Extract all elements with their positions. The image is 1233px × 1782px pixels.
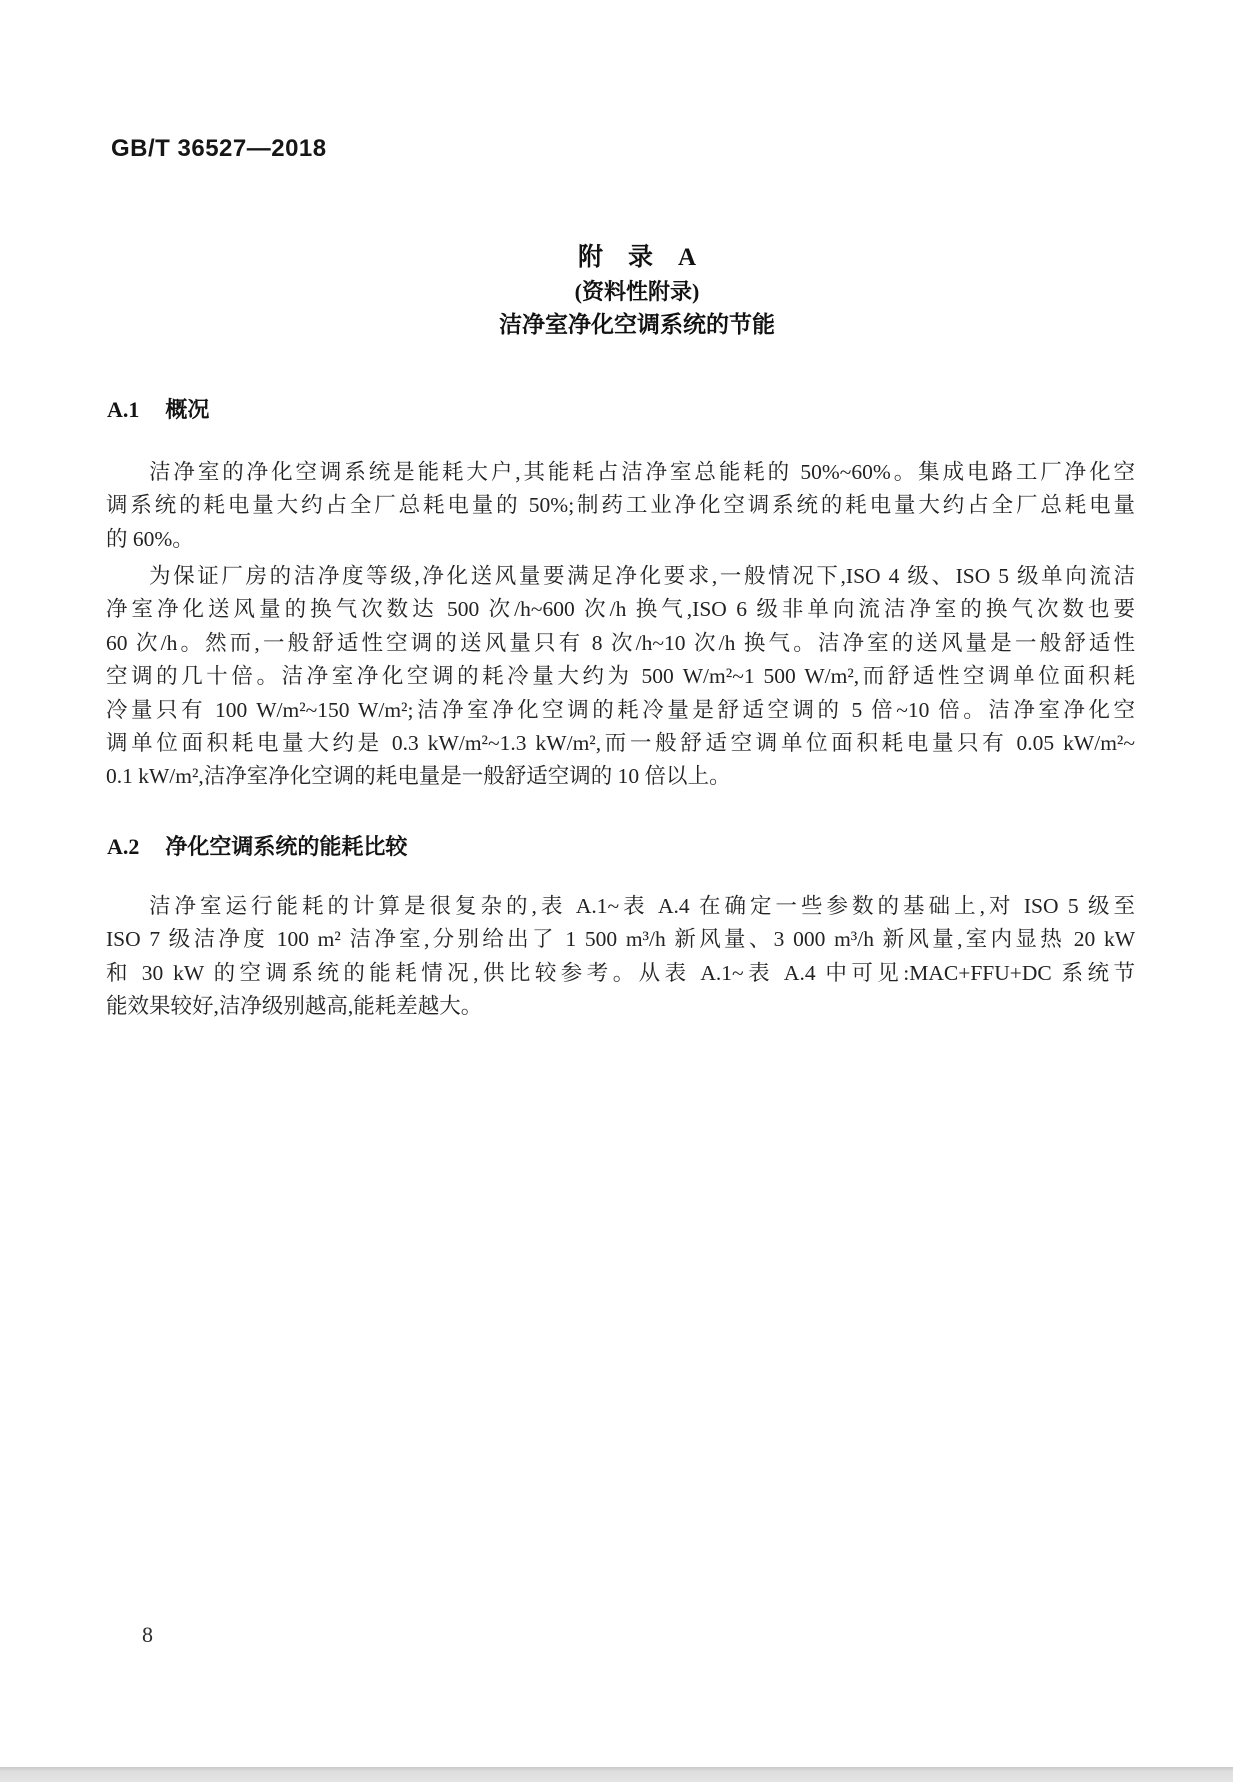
text-line: 空调的几十倍。洁净室净化空调的耗冷量大约为 500 W/m²~1 500 W/m²,而舒适性空调单位面积耗 [106, 664, 1135, 689]
section-heading-a2 [107, 832, 407, 862]
appendix-title-block [0, 241, 1233, 342]
text-line: 净室净化送风量的换气次数达 500 次/h~600 次/h 换气,ISO 6 级非单向流洁净室的换气次数也要 [106, 597, 1135, 622]
paragraph-a1-2 [106, 560, 1135, 794]
section-title: 概况 [165, 397, 210, 422]
standard-number-header: GB/T 36527—2018 [111, 135, 327, 162]
text-line: 调系统的耗电量大约占全厂总耗电量的 50%;制药工业净化空调系统的耗电量大约占全厂总耗电量 [106, 493, 1135, 518]
section-number: A.1 [107, 397, 140, 422]
text-line: 为保证厂房的洁净度等级,净化送风量要满足净化要求,一般情况下,ISO 4 级、ISO 5 级单向流洁 [149, 564, 1135, 588]
appendix-title-line3: 洁净室净化空调系统的节能 [499, 312, 775, 337]
text-line: 的 60%。 [106, 526, 194, 551]
paragraph-a2-1 [106, 890, 1135, 1024]
page-number: 8 [142, 1622, 153, 1647]
appendix-title-line2: (资料性附录) [574, 279, 700, 304]
text-line: ISO 7 级洁净度 100 m² 洁净室,分别给出了 1 500 m³/h 新风量、3 000 m³/h 新风量,室内显热 20 kW [106, 927, 1135, 952]
text-line: 洁净室的净化空调系统是能耗大户,其能耗占洁净室总能耗的 50%~60%。集成电路工厂净化空 [149, 460, 1135, 484]
text-line: 冷量只有 100 W/m²~150 W/m²;洁净室净化空调的耗冷量是舒适空调的 5 倍~10 倍。洁净室净化空 [106, 697, 1135, 722]
paragraph-a1-1 [106, 456, 1135, 556]
text-line: 和 30 kW 的空调系统的能耗情况,供比较参考。从表 A.1~表 A.4 中可见:MAC+FFU+DC 系统节 [106, 960, 1135, 985]
scan-bottom-edge [0, 1767, 1233, 1782]
section-title: 净化空调系统的能耗比较 [165, 834, 408, 859]
text-line: 调单位面积耗电量大约是 0.3 kW/m²~1.3 kW/m²,而一般舒适空调单位面积耗电量只有 0.05 kW/m²~ [106, 730, 1135, 755]
text-line: 洁净室运行能耗的计算是很复杂的,表 A.1~表 A.4 在确定一些参数的基础上,对 ISO 5 级至 [149, 894, 1135, 918]
text-line: 0.1 kW/m²,洁净室净化空调的耗电量是一般舒适空调的 10 倍以上。 [106, 764, 731, 789]
section-number: A.2 [107, 834, 140, 859]
text-line: 60 次/h。然而,一般舒适性空调的送风量只有 8 次/h~10 次/h 换气。洁净室的送风量是一般舒适性 [106, 630, 1135, 655]
appendix-title-line1: 附 录 A [577, 244, 697, 271]
text-line: 能效果较好,洁净级别越高,能耗差越大。 [106, 994, 483, 1019]
section-heading-a1 [107, 395, 209, 425]
